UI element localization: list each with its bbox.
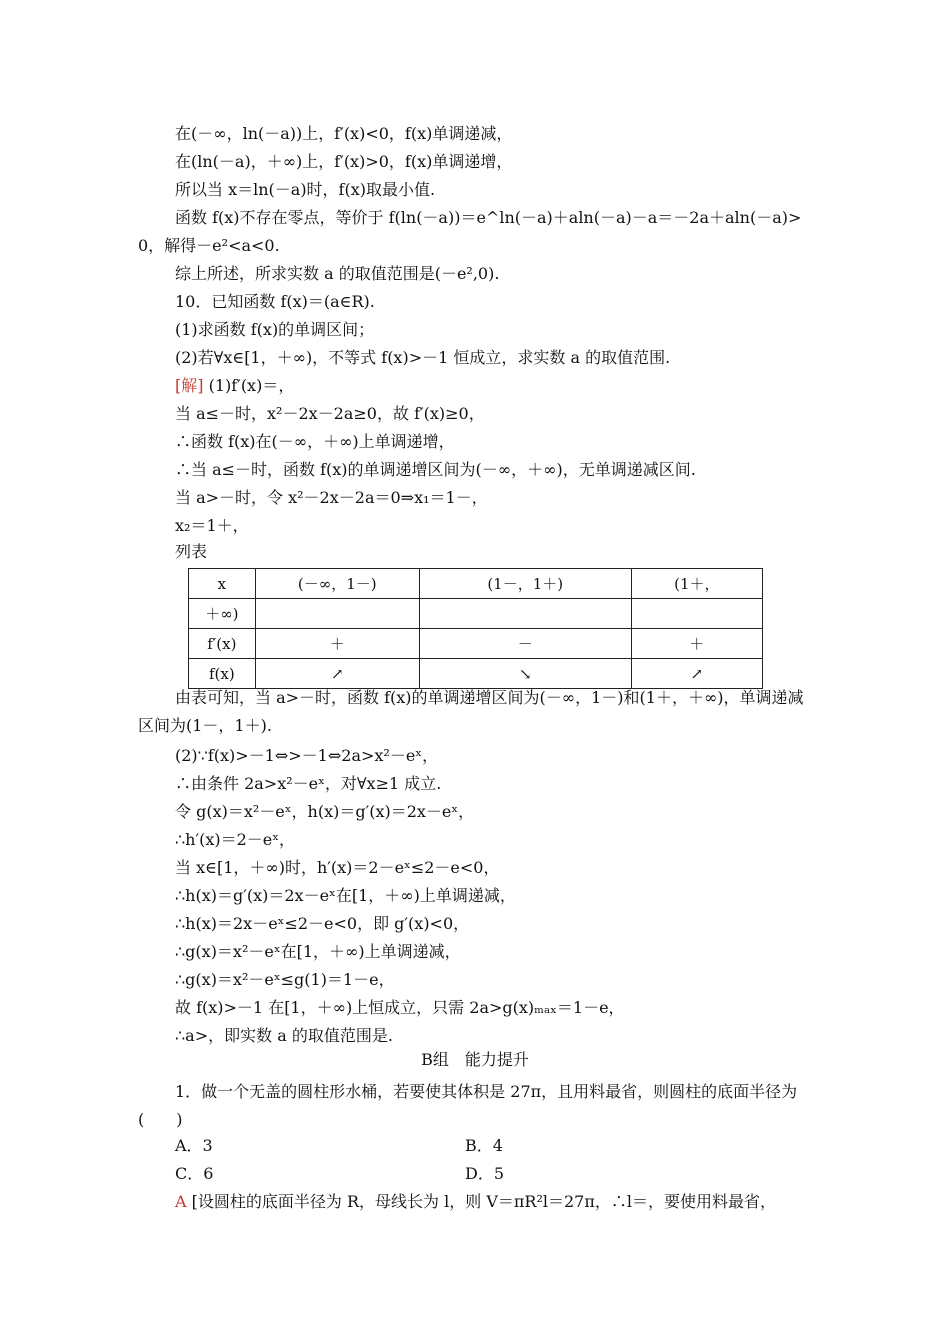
text-line: x₂＝1＋， bbox=[175, 516, 249, 535]
option-c: C．6 bbox=[175, 1164, 214, 1183]
answer-text: [设圆柱的底面半径为 R，母线长为 l，则 V＝πR²l＝27π，∴l＝，要使用料最省， bbox=[191, 1192, 776, 1211]
table-cell bbox=[419, 599, 631, 629]
text-line: ∴g(x)＝x²－eˣ≤g(1)＝1－e， bbox=[175, 970, 395, 989]
text-line: ∴h′(x)＝2－eˣ， bbox=[175, 830, 296, 849]
text-line: 当 a≤－时，x²－2x－2a≥0，故 f′(x)≥0， bbox=[175, 404, 485, 423]
text-line: (2)∵f(x)>－1⇔>－1⇔2a>x²－eˣ， bbox=[175, 746, 439, 765]
table-cell bbox=[631, 599, 762, 629]
text-line: 当 a>－时，令 x²－2x－2a＝0⇒x₁＝1－， bbox=[175, 488, 488, 507]
text-line: ∴由条件 2a>x²－eˣ，对∀x≥1 成立. bbox=[175, 774, 442, 793]
text-line: 在(－∞，ln(－a))上，f′(x)<0，f(x)单调递减， bbox=[175, 124, 513, 143]
text-line: ∴a>，即实数 a 的取值范围是. bbox=[175, 1026, 393, 1045]
text-line: 故 f(x)>－1 在[1，＋∞)上恒成立，只需 2a>g(x)ₘₐₓ＝1－e， bbox=[175, 998, 625, 1017]
solution-text: (1)f′(x)＝， bbox=[208, 376, 295, 395]
answer-letter: A bbox=[175, 1192, 187, 1211]
table-cell: ↗ bbox=[255, 659, 419, 689]
text-line: 在(ln(－a)，＋∞)上，f′(x)>0，f(x)单调递增， bbox=[175, 152, 513, 171]
table-row bbox=[189, 629, 763, 659]
table-cell bbox=[255, 599, 419, 629]
table-row bbox=[189, 569, 763, 599]
text-line: 令 g(x)＝x²－eˣ，h(x)＝g′(x)＝2x－eˣ， bbox=[175, 802, 475, 821]
table-cell: f′(x) bbox=[189, 629, 256, 659]
option-b: B．4 bbox=[465, 1136, 503, 1155]
table-cell: ↗ bbox=[631, 659, 762, 689]
text-line: (2)若∀x∈[1，＋∞)，不等式 f(x)>－1 恒成立，求实数 a 的取值范围. bbox=[175, 348, 671, 367]
question-1: 1．做一个无盖的圆柱形水桶，若要使其体积是 27π，且用料最省，则圆柱的底面半径为( ) bbox=[138, 1082, 798, 1129]
table-row bbox=[189, 599, 763, 629]
text-line: ∴函数 f(x)在(－∞，＋∞)上单调递增， bbox=[175, 432, 455, 451]
table-cell: ＋ bbox=[631, 629, 762, 659]
table-cell: － bbox=[419, 629, 631, 659]
solution-tag: [解] bbox=[175, 376, 204, 395]
monotonicity-table bbox=[188, 568, 763, 689]
table-cell: (1－，1＋) bbox=[419, 569, 631, 599]
text-line: 0，解得－e²<a<0. bbox=[138, 236, 280, 255]
text-line: (1)求函数 f(x)的单调区间； bbox=[175, 320, 375, 339]
table-cell: (1＋， bbox=[631, 569, 762, 599]
section-title: B组 能力提升 bbox=[421, 1050, 529, 1069]
text-paragraph: 由表可知，当 a>－时，函数 f(x)的单调递增区间为(－∞，1－)和(1＋，＋∞)，单调递减区间为(1－，1＋). bbox=[138, 688, 804, 735]
text-line: ∴当 a≤－时，函数 f(x)的单调递增区间为(－∞，＋∞)，无单调递减区间. bbox=[175, 460, 696, 479]
text-line: 当 x∈[1，＋∞)时，h′(x)＝2－eˣ≤2－e<0， bbox=[175, 858, 500, 877]
table-cell: ＋∞) bbox=[189, 599, 256, 629]
table-cell: f(x) bbox=[189, 659, 256, 689]
option-d: D．5 bbox=[465, 1164, 505, 1183]
option-a: A．3 bbox=[175, 1136, 213, 1155]
answer-line bbox=[175, 1192, 776, 1212]
table-cell: x bbox=[189, 569, 256, 599]
text-line: 函数 f(x)不存在零点，等价于 f(ln(－a))＝e^ln(－a)＋aln(－a)－a＝－2a＋aln(－a)> bbox=[175, 208, 802, 227]
text-line: ∴g(x)＝x²－eˣ在[1，＋∞)上单调递减， bbox=[175, 942, 461, 961]
table-cell: ↘ bbox=[419, 659, 631, 689]
text-line: 所以当 x＝ln(－a)时，f(x)取最小值. bbox=[175, 180, 436, 199]
text-line: 综上所述，所求实数 a 的取值范围是(－e²,0). bbox=[175, 264, 500, 283]
problem-10-title: 10．已知函数 f(x)＝(a∈R). bbox=[175, 292, 375, 311]
text-line: ∴h(x)＝2x－eˣ≤2－e<0，即 g′(x)<0， bbox=[175, 914, 470, 933]
solution-line bbox=[175, 376, 294, 396]
table-cell: (－∞，1－) bbox=[255, 569, 419, 599]
table-cell: ＋ bbox=[255, 629, 419, 659]
text-line: ∴h(x)＝g′(x)＝2x－eˣ在[1，＋∞)上单调递减， bbox=[175, 886, 516, 905]
text-line: 列表 bbox=[175, 542, 208, 561]
